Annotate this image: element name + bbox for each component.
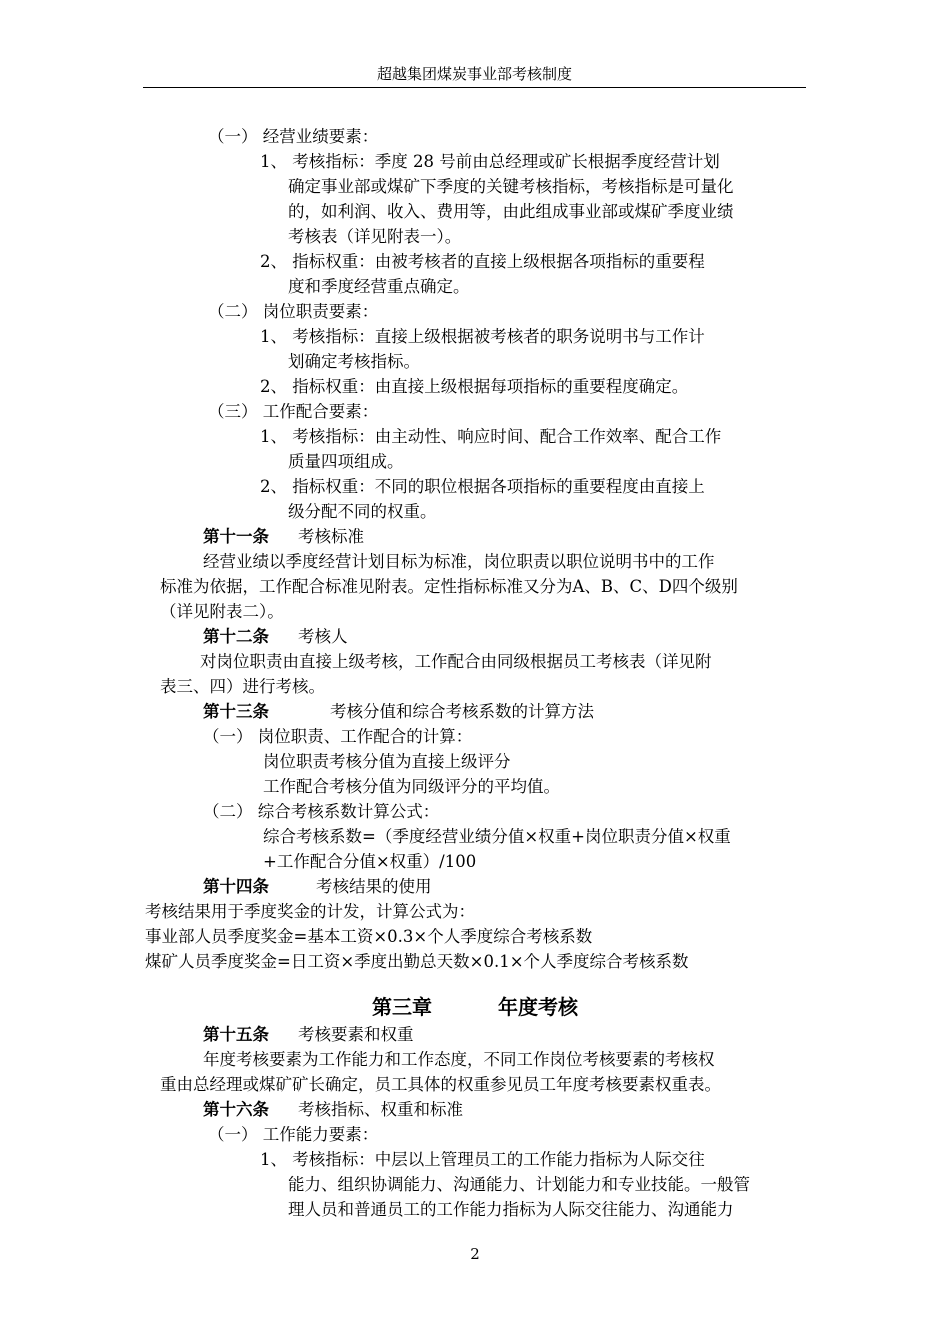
header-divider (143, 87, 806, 88)
text-line: 的，如利润、收入、费用等，由此组成事业部或煤矿季度业绩 (288, 202, 734, 221)
text-line: 级分配不同的权重。 (288, 502, 437, 521)
article-title: 考核结果的使用 (316, 877, 432, 896)
text-line: 1、 考核指标：中层以上管理员工的工作能力指标为人际交往 (260, 1150, 705, 1169)
page-header: 超越集团煤炭事业部考核制度 (376, 65, 572, 83)
article-title: 考核分值和综合考核系数的计算方法 (330, 702, 594, 721)
article-number: 第十四条 (203, 877, 269, 896)
article-number: 第十二条 (203, 627, 269, 646)
article-title: 考核人 (298, 627, 348, 646)
text-line: 考核结果用于季度奖金的计发，计算公式为： (145, 902, 475, 921)
text-line: 2、 指标权重：由直接上级根据每项指标的重要程度确定。 (260, 377, 689, 396)
text-line: 表三、四）进行考核。 (160, 677, 325, 696)
article-title: 考核标准 (298, 527, 364, 546)
text-line: （一） 岗位职责、工作配合的计算： (203, 727, 473, 746)
text-line: 理人员和普通员工的工作能力指标为人际交往能力、沟通能力 (288, 1200, 734, 1219)
text-line: 划确定考核指标。 (288, 352, 420, 371)
text-line: 考核表（详见附表一）。 (288, 227, 462, 246)
text-line: 能力、组织协调能力、沟通能力、计划能力和专业技能。一般管 (288, 1175, 750, 1194)
text-line: 事业部人员季度奖金=基本工资×0.3×个人季度综合考核系数 (145, 927, 593, 946)
page-number: 2 (470, 1245, 480, 1263)
text-line: （一） 工作能力要素： (208, 1125, 379, 1144)
article-number: 第十五条 (203, 1025, 269, 1044)
text-line: 经营业绩以季度经营计划目标为标准，岗位职责以职位说明书中的工作 (203, 552, 715, 571)
text-line: 1、 考核指标：直接上级根据被考核者的职务说明书与工作计 (260, 327, 705, 346)
text-line: （三） 工作配合要素： (208, 402, 379, 421)
article-number: 第十三条 (203, 702, 269, 721)
article-title: 考核指标、权重和标准 (298, 1100, 463, 1119)
text-line: 标准为依据，工作配合标准见附表。定性指标标准又分为A、B、C、D四个级别 (160, 577, 738, 596)
chapter-title: 年度考核 (498, 995, 578, 1019)
text-line: 对岗位职责由直接上级考核，工作配合由同级根据员工考核表（详见附 (200, 652, 712, 671)
chapter-number: 第三章 (372, 995, 432, 1019)
text-line: （二） 岗位职责要素： (208, 302, 379, 321)
article-number: 第十六条 (203, 1100, 269, 1119)
text-line: （一） 经营业绩要素： (208, 127, 379, 146)
text-line: 度和季度经营重点确定。 (288, 277, 470, 296)
text-line: （详见附表二）。 (160, 602, 284, 621)
text-line: （二） 综合考核系数计算公式： (203, 802, 440, 821)
text-line: 岗位职责考核分值为直接上级评分 (263, 752, 511, 771)
text-line: 煤矿人员季度奖金=日工资×季度出勤总天数×0.1×个人季度综合考核系数 (145, 952, 689, 971)
text-line: 综合考核系数=（季度经营业绩分值×权重+岗位职责分值×权重 (263, 827, 731, 846)
text-line: 重由总经理或煤矿矿长确定，员工具体的权重参见员工年度考核要素权重表。 (160, 1075, 721, 1094)
text-line: 2、 指标权重：由被考核者的直接上级根据各项指标的重要程 (260, 252, 705, 271)
article-title: 考核要素和权重 (298, 1025, 414, 1044)
article-number: 第十一条 (203, 527, 269, 546)
text-line: 工作配合考核分值为同级评分的平均值。 (263, 777, 560, 796)
text-line: 1、 考核指标：由主动性、响应时间、配合工作效率、配合工作 (260, 427, 722, 446)
text-line: 确定事业部或煤矿下季度的关键考核指标，考核指标是可量化 (288, 177, 734, 196)
text-line: 质量四项组成。 (288, 452, 404, 471)
text-line: 年度考核要素为工作能力和工作态度，不同工作岗位考核要素的考核权 (203, 1050, 715, 1069)
text-line: 2、 指标权重：不同的职位根据各项指标的重要程度由直接上 (260, 477, 705, 496)
text-line: 1、 考核指标：季度 28 号前由总经理或矿长根据季度经营计划 (260, 152, 720, 171)
text-line: +工作配合分值×权重）/100 (263, 852, 477, 871)
chapter-heading (0, 993, 950, 1021)
